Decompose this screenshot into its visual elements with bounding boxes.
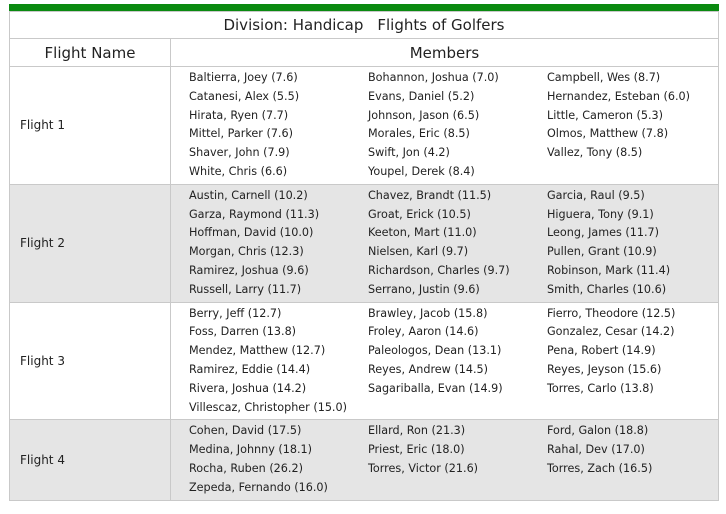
member-entry: Reyes, Andrew (14.5) <box>368 362 489 376</box>
flight-row <box>10 184 719 302</box>
member-entry: Campbell, Wes (8.7) <box>547 71 661 84</box>
member-entry: Catanesi, Alex (5.5) <box>189 89 300 103</box>
member-entry: Sagariballa, Evan (14.9) <box>368 381 503 395</box>
member-entry: Reyes, Jeyson (15.6) <box>547 362 662 376</box>
member-entry: Keeton, Mart (11.0) <box>368 226 477 240</box>
flight-name: Flight 2 <box>10 184 171 302</box>
division-label: Division: Handicap <box>223 16 364 34</box>
member-entry: Russell, Larry (11.7) <box>189 282 302 296</box>
member-entry: Pullen, Grant (10.9) <box>547 245 657 259</box>
member-entry: Ford, Galon (18.8) <box>547 424 649 438</box>
member-entry: Morgan, Chris (12.3) <box>189 245 304 259</box>
members-grid <box>189 422 718 497</box>
member-entry: Hernandez, Esteban (6.0) <box>547 89 690 103</box>
member-entry: Mittel, Parker (7.6) <box>189 127 293 141</box>
member-entry: Paleologos, Dean (13.1) <box>368 344 502 358</box>
member-entry: Mendez, Matthew (12.7) <box>189 344 326 358</box>
member-entry: Little, Cameron (5.3) <box>547 108 664 122</box>
member-entry: Leong, James (11.7) <box>547 226 660 240</box>
member-entry: Baltierra, Joey (7.6) <box>189 71 298 84</box>
flight-row <box>10 420 719 500</box>
flight-members <box>171 302 719 420</box>
flight-members <box>171 420 719 500</box>
flight-name: Flight 3 <box>10 302 171 420</box>
flight-row <box>10 302 719 420</box>
flights-table <box>9 11 719 501</box>
member-entry: Higuera, Tony (9.1) <box>547 207 654 221</box>
header-row <box>10 39 719 67</box>
member-entry: Rahal, Dev (17.0) <box>547 443 645 457</box>
member-entry: Chavez, Brandt (11.5) <box>368 188 492 202</box>
flight-name: Flight 4 <box>10 420 171 500</box>
title-text: Flights of Golfers <box>377 16 505 34</box>
column-header-members: Members <box>171 39 719 67</box>
flight-row <box>10 67 719 185</box>
member-entry: Torres, Carlo (13.8) <box>547 381 654 395</box>
member-entry: Medina, Johnny (18.1) <box>189 443 313 457</box>
member-entry: Richardson, Charles (9.7) <box>368 263 510 277</box>
member-entry: White, Chris (6.6) <box>189 164 288 178</box>
members-grid <box>189 187 718 300</box>
green-accent-bar <box>9 4 719 11</box>
member-entry: Hirata, Ryen (7.7) <box>189 108 289 122</box>
members-grid <box>189 69 718 182</box>
members-grid <box>189 305 718 418</box>
member-entry: Foss, Darren (13.8) <box>189 325 297 339</box>
member-entry: Olmos, Matthew (7.8) <box>547 127 669 141</box>
member-entry: Shaver, John (7.9) <box>189 146 290 160</box>
member-entry: Rivera, Joshua (14.2) <box>189 381 307 395</box>
member-entry: Nielsen, Karl (9.7) <box>368 245 469 259</box>
member-entry: Bohannon, Joshua (7.0) <box>368 71 499 84</box>
member-entry: Robinson, Mark (11.4) <box>547 263 671 277</box>
table-title <box>10 12 719 39</box>
member-entry: Garcia, Raul (9.5) <box>547 188 645 202</box>
title-row <box>10 12 719 39</box>
member-entry: Vallez, Tony (8.5) <box>547 146 643 160</box>
member-entry: Serrano, Justin (9.6) <box>368 282 480 296</box>
member-entry: Priest, Eric (18.0) <box>368 443 465 457</box>
member-entry: Groat, Erick (10.5) <box>368 207 471 221</box>
member-entry: Gonzalez, Cesar (14.2) <box>547 325 675 339</box>
member-entry: Morales, Eric (8.5) <box>368 127 470 141</box>
flights-report <box>9 4 719 501</box>
member-entry: Zepeda, Fernando (16.0) <box>189 480 328 494</box>
flight-name: Flight 1 <box>10 67 171 185</box>
column-header-flight-name: Flight Name <box>10 39 171 67</box>
member-entry: Austin, Carnell (10.2) <box>189 188 308 202</box>
member-entry: Torres, Victor (21.6) <box>368 461 479 475</box>
member-entry: Youpel, Derek (8.4) <box>368 164 475 178</box>
flight-members <box>171 67 719 185</box>
member-entry: Fierro, Theodore (12.5) <box>547 306 676 320</box>
member-entry: Ramirez, Joshua (9.6) <box>189 263 309 277</box>
member-entry: Brawley, Jacob (15.8) <box>368 306 488 320</box>
member-entry: Berry, Jeff (12.7) <box>189 306 282 320</box>
member-entry: Rocha, Ruben (26.2) <box>189 461 303 475</box>
member-entry: Garza, Raymond (11.3) <box>189 207 320 221</box>
member-entry: Torres, Zach (16.5) <box>547 461 653 475</box>
member-entry: Villescaz, Christopher (15.0) <box>189 400 347 414</box>
member-entry: Ramirez, Eddie (14.4) <box>189 362 311 376</box>
member-entry: Ellard, Ron (21.3) <box>368 424 466 438</box>
member-entry: Evans, Daniel (5.2) <box>368 89 475 103</box>
member-entry: Froley, Aaron (14.6) <box>368 325 479 339</box>
member-entry: Cohen, David (17.5) <box>189 424 302 438</box>
member-entry: Hoffman, David (10.0) <box>189 226 314 240</box>
flight-members <box>171 184 719 302</box>
member-entry: Smith, Charles (10.6) <box>547 282 667 296</box>
member-entry: Pena, Robert (14.9) <box>547 344 656 358</box>
member-entry: Swift, Jon (4.2) <box>368 146 450 160</box>
member-entry: Johnson, Jason (6.5) <box>368 108 480 122</box>
